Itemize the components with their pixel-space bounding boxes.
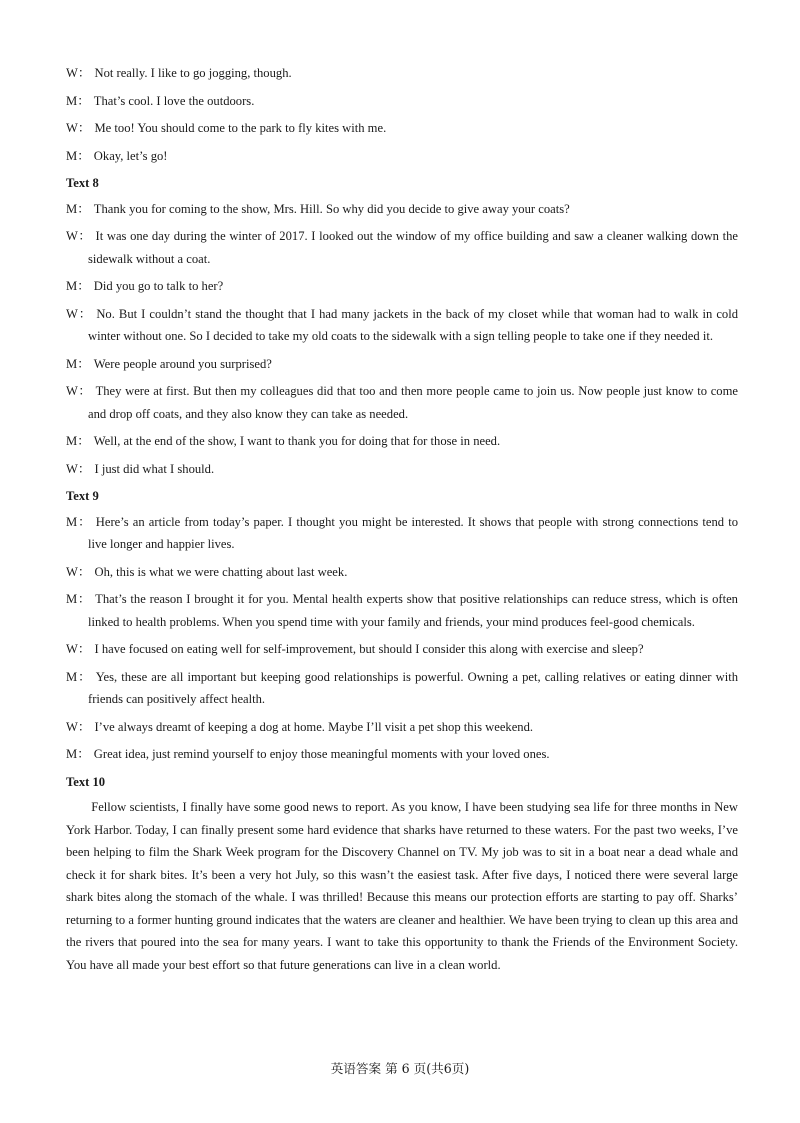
- dialogue-line: [66, 716, 738, 739]
- dialogue-line: [66, 638, 738, 661]
- dialogue-text: Not really. I like to go jogging, though.: [94, 66, 292, 80]
- dialogue-line: [66, 90, 738, 113]
- dialogue-line: [66, 458, 738, 481]
- dialogue-line: [66, 511, 738, 556]
- speaker-label: M：: [66, 279, 90, 293]
- speaker-label: W：: [66, 229, 92, 243]
- dialogue-line: [66, 743, 738, 766]
- dialogue-text: No. But I couldn’t stand the thought that I had many jackets in the back of my closet while that woman had to walk in cold winter without one. So I decided to take my old coats to the sidewalk with a sign telling people to take one if they needed it.: [88, 306, 738, 343]
- dialogue-line: [66, 380, 738, 425]
- dialogue-line: [66, 117, 738, 140]
- speaker-label: W：: [66, 66, 91, 80]
- dialogue-text: I have focused on eating well for self-improvement, but should I consider this along with exercise and sleep?: [94, 642, 644, 656]
- dialogue-text: I’ve always dreamt of keeping a dog at home. Maybe I’ll visit a pet shop this weekend.: [94, 719, 534, 734]
- dialogue-text: Here’s an article from today’s paper. I thought you might be interested. It shows that people with strong connections tend to live longer and happier lives.: [88, 514, 738, 551]
- dialogue-text: That’s the reason I brought it for you. Mental health experts show that positive relationships can reduce stress, which is often linked to health problems. When you spend time with your family and friends, your mind produces feel-good chemicals.: [88, 592, 738, 629]
- page-footer: 英语答案 第 6 页(共6页): [330, 1061, 470, 1076]
- dialogue-text: Yes, these are all important but keeping good relationships is powerful. Owning a pet, calling relatives or eating dinner with friends can positively affect health.: [88, 669, 738, 706]
- speaker-label: W：: [66, 384, 92, 398]
- speaker-label: W：: [66, 564, 91, 579]
- speaker-label: M：: [66, 669, 92, 684]
- document-page: [66, 62, 738, 976]
- dialogue-text: Did you go to talk to her?: [93, 279, 224, 293]
- speaker-label: W：: [66, 121, 91, 135]
- dialogue-text: Were people around you surprised?: [93, 356, 272, 371]
- dialogue-text: Thank you for coming to the show, Mrs. Hill. So why did you decide to give away your coats?: [93, 201, 570, 216]
- speaker-label: M：: [66, 514, 92, 529]
- speaker-label: W：: [66, 306, 93, 321]
- dialogue-text: I just did what I should.: [94, 461, 215, 476]
- speaker-label: M：: [66, 592, 92, 606]
- dialogue-line: [66, 198, 738, 221]
- dialogue-text: Well, at the end of the show, I want to thank you for doing that for those in need.: [93, 434, 501, 448]
- speaker-label: M：: [66, 201, 90, 216]
- dialogue-text: It was one day during the winter of 2017. I looked out the window of my office building and saw a cleaner walking down the sidewalk without a coat.: [88, 229, 738, 266]
- section-heading: Text 8: [66, 176, 99, 190]
- speaker-label: W：: [66, 719, 91, 734]
- dialogue-text: Me too! You should come to the park to fly kites with me.: [94, 121, 387, 135]
- speaker-label: M：: [66, 93, 90, 108]
- dialogue-line: [66, 275, 738, 298]
- dialogue-line: [66, 225, 738, 270]
- text-9-section: [66, 485, 738, 766]
- dialogue-text: They were at first. But then my colleagues did that too and then more people came to join us. Now people just know to come and drop off coats, and they also know they can take as needed.: [88, 384, 738, 421]
- speaker-label: M：: [66, 356, 90, 371]
- dialogue-continuation: [66, 62, 738, 167]
- monologue-paragraph: Fellow scientists, I finally have some good news to report. As you know, I have been studying sea life for three months in New York Harbor. Today, I can finally present some hard evidence that sharks have returned to these waters. For the past two weeks, I’ve been helping to film the Shark Week program for the Discovery Channel on TV. My job was to sit in a boat near a dead whale and check it for shark bites. It’s been a very hot July, so this wasn’t the easiest task. After five days, I noticed there were several large shark bites along the stomach of the whale. I was thrilled! Because this means our protection efforts are starting to pay off. Sharks’ returning to a former hunting ground indicates that the waters are cleaner and healthier. We have been trying to clean up this area and the rivers that poured into the sea for many years. I want to take this opportunity to thank the Friends of the Environment Society. You have all made your best effort so that future generations can live in a clean world.: [66, 800, 738, 972]
- section-heading: Text 10: [66, 774, 106, 789]
- text-10-section: [66, 771, 738, 977]
- dialogue-line: [66, 561, 738, 584]
- dialogue-text: Okay, let’s go!: [93, 148, 168, 163]
- dialogue-line: [66, 588, 738, 633]
- dialogue-text: That’s cool. I love the outdoors.: [93, 93, 255, 108]
- speaker-label: W：: [66, 642, 91, 656]
- speaker-label: M：: [66, 434, 90, 448]
- dialogue-line: [66, 430, 738, 453]
- dialogue-line: [66, 303, 738, 348]
- text-8-section: [66, 172, 738, 480]
- speaker-label: W：: [66, 461, 91, 476]
- speaker-label: M：: [66, 747, 90, 761]
- section-heading: Text 9: [66, 489, 99, 503]
- dialogue-line: [66, 145, 738, 168]
- dialogue-text: Oh, this is what we were chatting about last week.: [94, 564, 348, 579]
- speaker-label: M：: [66, 148, 90, 163]
- dialogue-text: Great idea, just remind yourself to enjoy those meaningful moments with your loved ones.: [93, 747, 550, 761]
- dialogue-line: [66, 353, 738, 376]
- dialogue-line: [66, 62, 738, 85]
- dialogue-line: [66, 666, 738, 711]
